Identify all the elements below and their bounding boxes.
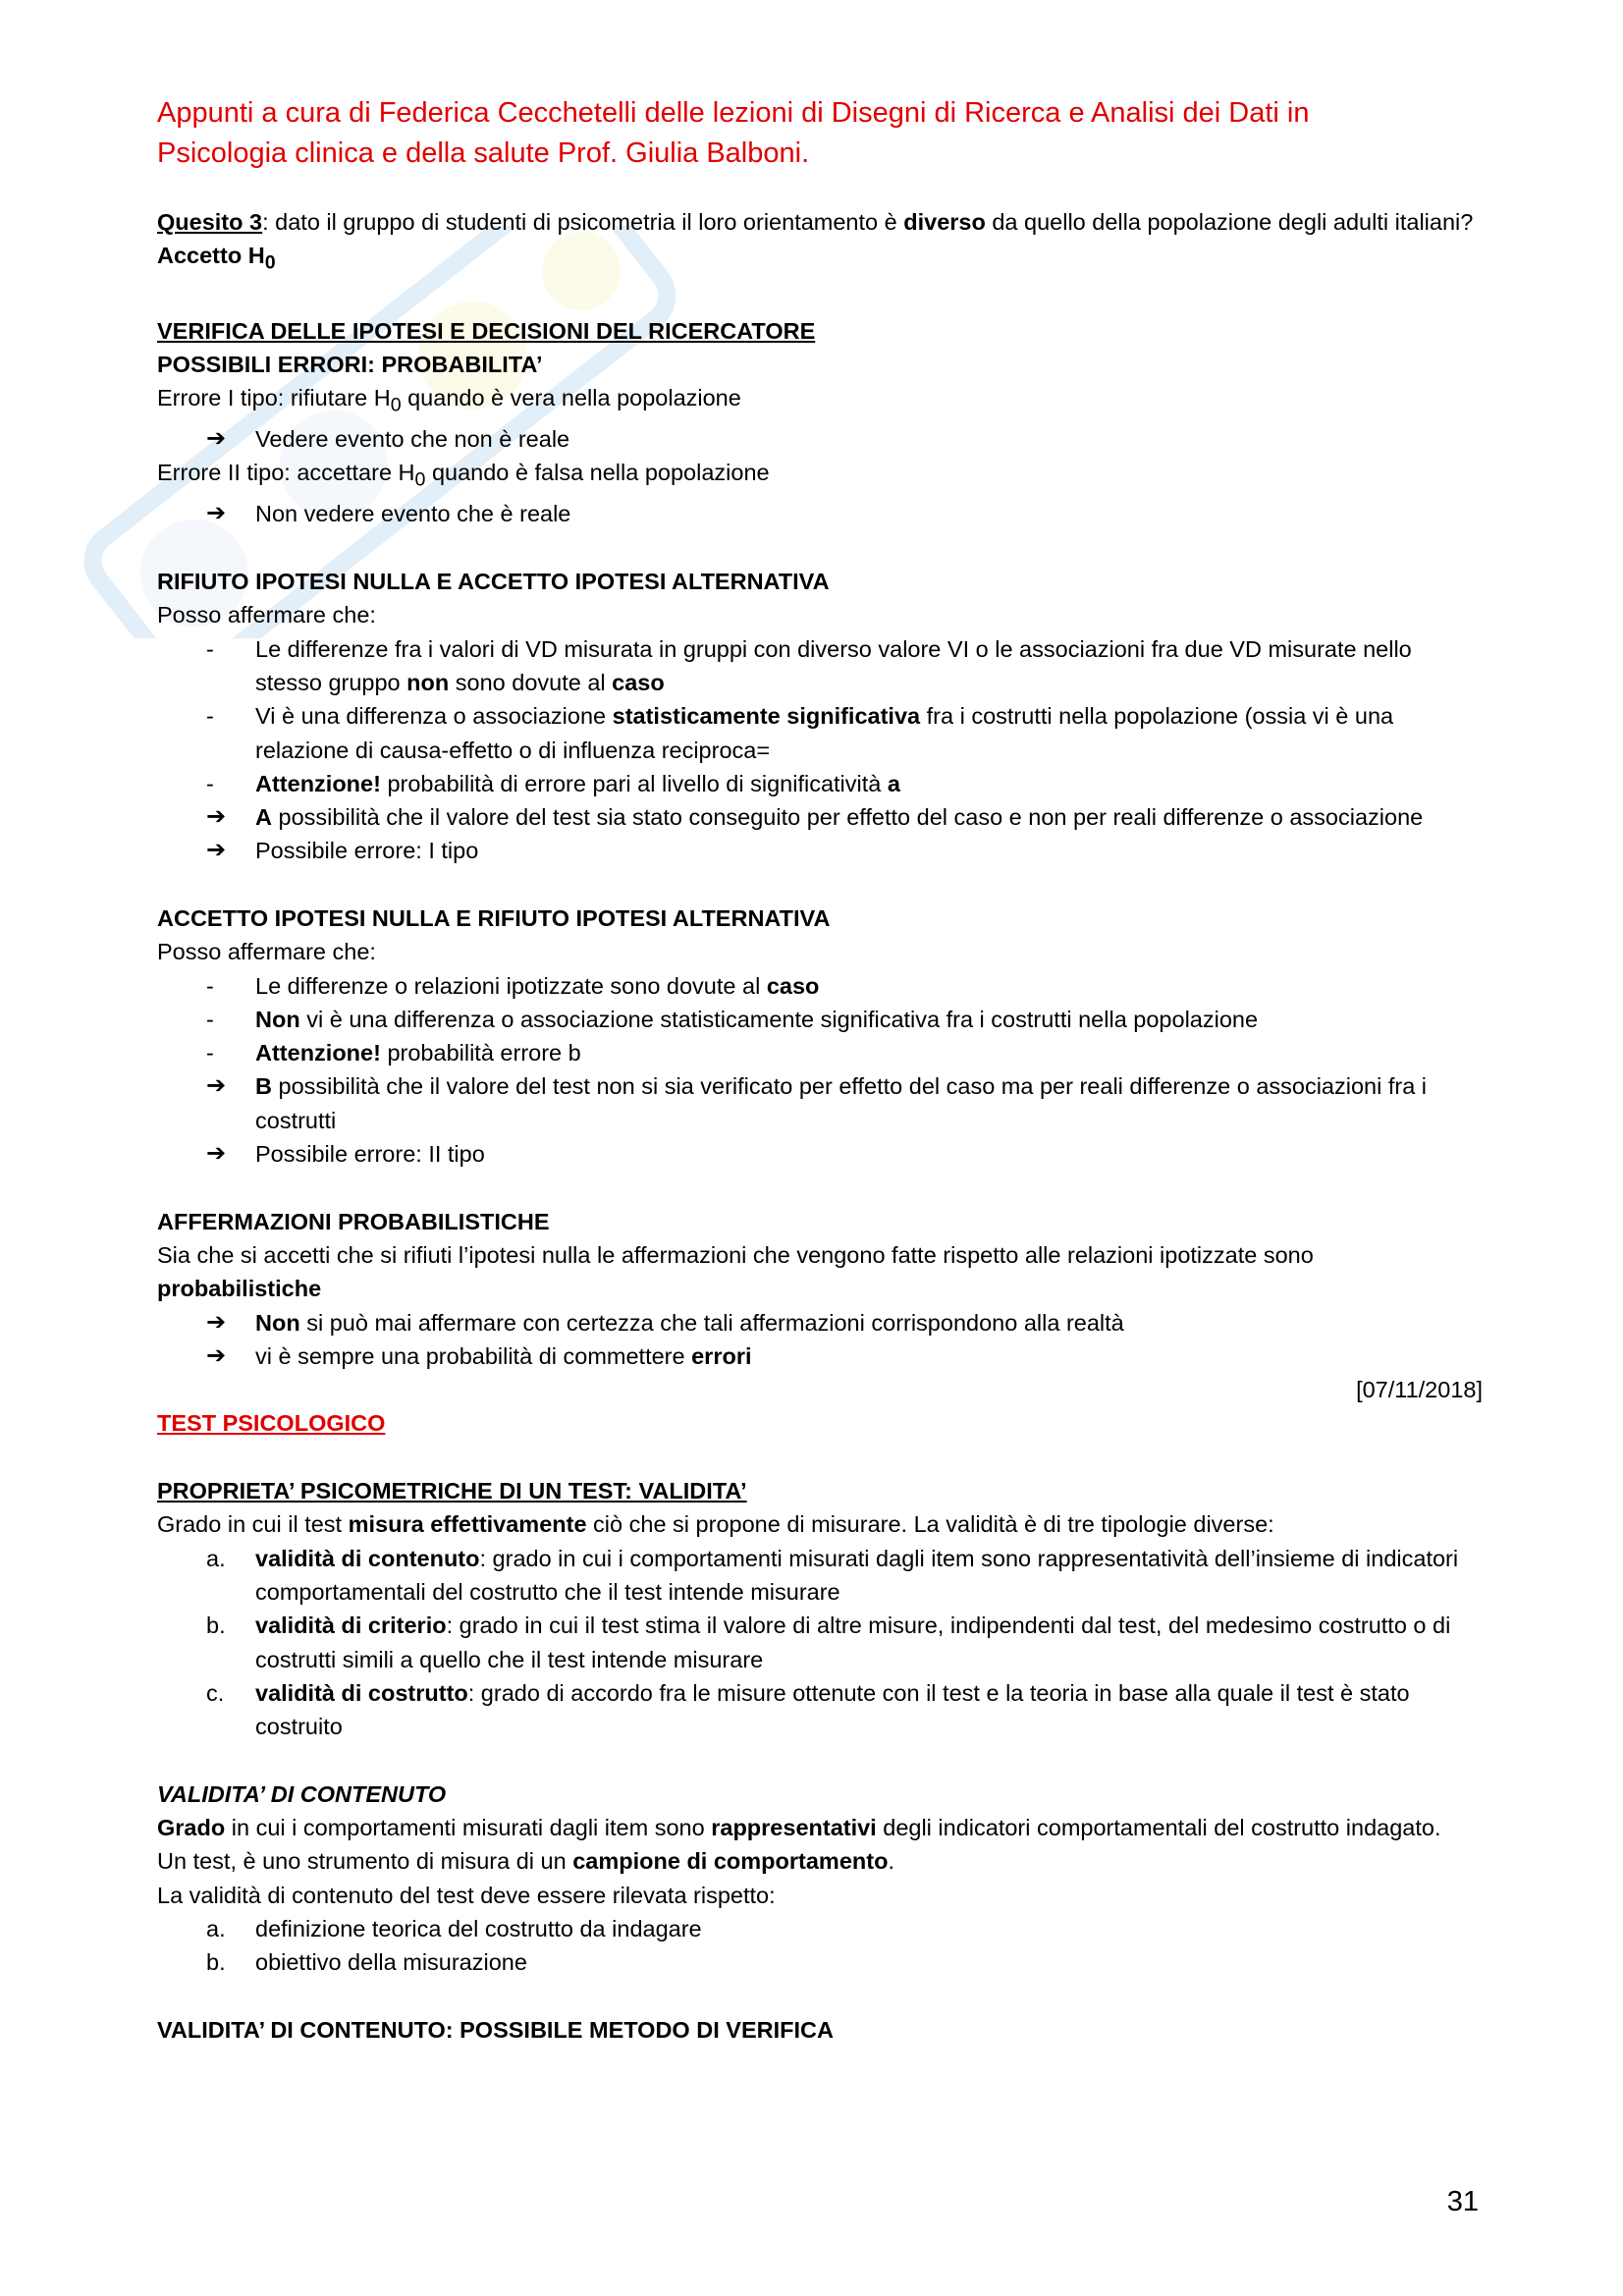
section-title-test-psicologico: TEST PSICOLOGICO	[157, 1410, 386, 1437]
arrow-icon: ➔	[206, 425, 227, 453]
dash-icon: -	[206, 770, 214, 796]
dash-icon: -	[206, 1040, 214, 1066]
list-marker: c.	[206, 1679, 225, 1706]
arrow-icon: ➔	[206, 837, 227, 864]
header-line-1: Appunti a cura di Federica Cecchetelli delle lezioni di Disegni di Ricerca e Analisi dei Dati in	[157, 97, 1310, 129]
list-marker: a.	[206, 1545, 226, 1571]
list-item: ➔ Non si può mai affermare con certezza che tali affermazioni corrispondono alla realtà	[157, 1306, 1483, 1339]
contenuto-paragraph-1: Grado in cui i comportamenti misurati dagli item sono rappresentativi degli indicatori comportamentali del costrutto indagato.	[157, 1815, 1441, 1841]
list-item: c. validità di costrutto: grado di accordo fra le misure ottenute con il test e la teoria in base alla quale il test è stato costruito	[157, 1676, 1483, 1744]
contenuto-paragraph-2: Un test, è uno strumento di misura di un campione di comportamento.	[157, 1848, 894, 1875]
list-item: ➔ Possibile errore: I tipo	[157, 834, 1483, 867]
section-subtitle-errori: POSSIBILI ERRORI: PROBABILITA’	[157, 351, 543, 377]
errore-secondo-tipo: Errore II tipo: accettare $H_0$ quando è falsa nella popolazione	[157, 460, 770, 492]
dash-icon: -	[206, 972, 214, 999]
list-item: - Attenzione! probabilità errore b	[157, 1036, 1483, 1069]
quesito-text-end: da quello della popolazione degli adulti italiani?	[985, 209, 1474, 235]
header-line-2: Psicologia clinica e della salute Prof. Giulia Balboni.	[157, 137, 810, 169]
errore-primo-tipo: Errore I tipo: rifiutare $H_0$ quando è vera nella popolazione	[157, 385, 741, 416]
accetto-intro: Posso affermare che:	[157, 939, 376, 965]
arrow-icon: ➔	[206, 1140, 227, 1168]
quesito-answer: Accetto $H_0$	[157, 243, 276, 274]
affermazioni-paragraph: Sia che si accetti che si rifiuti l’ipotesi nulla le affermazioni che vengono fatte rispetto alle relazioni ipotizzate sono probabilistiche	[157, 1241, 1314, 1302]
arrow-icon: ➔	[206, 500, 227, 527]
page-number: 31	[1446, 2186, 1479, 2217]
dash-icon: -	[206, 1006, 214, 1032]
quesito-bold: diverso	[903, 209, 986, 235]
list-item: ➔ Possibile errore: II tipo	[157, 1137, 1483, 1171]
list-marker: a.	[206, 1915, 226, 1941]
quesito-label: Quesito 3	[157, 209, 263, 235]
section-title-accetto: ACCETTO IPOTESI NULLA E RIFIUTO IPOTESI ALTERNATIVA	[157, 905, 831, 931]
list-item: ➔ vi è sempre una probabilità di commettere errori	[157, 1339, 1483, 1373]
list-item: b. obiettivo della misurazione	[157, 1945, 1483, 1979]
arrow-icon: ➔	[206, 803, 227, 831]
list-item: ➔ Vedere evento che non è reale	[157, 422, 1483, 456]
quesito-paragraph	[157, 205, 1483, 239]
section-title-rifiuto: RIFIUTO IPOTESI NULLA E ACCETTO IPOTESI ALTERNATIVA	[157, 569, 830, 595]
dash-icon: -	[206, 703, 214, 730]
arrow-icon: ➔	[206, 1341, 227, 1369]
quesito-text: : dato il gruppo di studenti di psicometria il loro orientamento è	[262, 209, 904, 235]
list-item: a. validità di contenuto: grado in cui i comportamenti misurati dagli item sono rappresentatività dell’insieme di indicatori comportamentali del costrutto che il test intende misurare	[157, 1542, 1483, 1610]
list-item: a. definizione teorica del costrutto da indagare	[157, 1912, 1483, 1945]
section-title-verifica: VERIFICA DELLE IPOTESI E DECISIONI DEL RICERCATORE	[157, 317, 816, 344]
list-marker: b.	[206, 1613, 226, 1639]
list-item: - Attenzione! probabilità di errore pari al livello di significatività a	[157, 767, 1483, 800]
list-item: ➔ Non vedere evento che è reale	[157, 497, 1483, 530]
document-header	[157, 93, 1483, 174]
list-item: ➔ A possibilità che il valore del test sia stato conseguito per effetto del caso e non per reali differenze o associazione	[157, 800, 1483, 834]
list-item: - Vi è una differenza o associazione statisticamente significativa fra i costrutti nella popolazione (ossia vi è una relazione di causa-effetto o di influenza reciproca=	[157, 699, 1483, 767]
section-title-proprieta: PROPRIETA’ PSICOMETRICHE DI UN TEST: VALIDITA’	[157, 1478, 747, 1504]
section-title-contenuto: VALIDITA’ DI CONTENUTO	[157, 1780, 447, 1807]
contenuto-paragraph-3: La validità di contenuto del test deve essere rilevata rispetto:	[157, 1882, 776, 1908]
section-title-affermazioni: AFFERMAZIONI PROBABILISTICHE	[157, 1208, 550, 1234]
proprieta-intro: Grado in cui il test misura effettivamente ciò che si propone di misurare. La validità è di tre tipologie diverse:	[157, 1511, 1274, 1538]
list-item: - Le differenze o relazioni ipotizzate sono dovute al caso	[157, 969, 1483, 1003]
list-item: - Non vi è una differenza o associazione statisticamente significativa fra i costrutti nella popolazione	[157, 1003, 1483, 1036]
arrow-icon: ➔	[206, 1308, 227, 1336]
list-item: ➔ B possibilità che il valore del test non si sia verificato per effetto del caso ma per reali differenze o associazioni fra i costrutti	[157, 1069, 1483, 1137]
section-title-metodo: VALIDITA’ DI CONTENUTO: POSSIBILE METODO DI VERIFICA	[157, 2016, 834, 2043]
dash-icon: -	[206, 635, 214, 662]
list-item: - Le differenze fra i valori di VD misurata in gruppi con diverso valore VI o le associazioni fra due VD misurate nello stesso gruppo non sono dovute al caso	[157, 632, 1483, 700]
arrow-icon: ➔	[206, 1072, 227, 1100]
lecture-date: [07/11/2018]	[1356, 1377, 1483, 1403]
list-marker: b.	[206, 1949, 226, 1976]
rifiuto-intro: Posso affermare che:	[157, 602, 376, 629]
list-item: b. validità di criterio: grado in cui il test stima il valore di altre misure, indipendenti dal test, del medesimo costrutto o di costrutti simili a quello che il test intende misurare	[157, 1609, 1483, 1676]
